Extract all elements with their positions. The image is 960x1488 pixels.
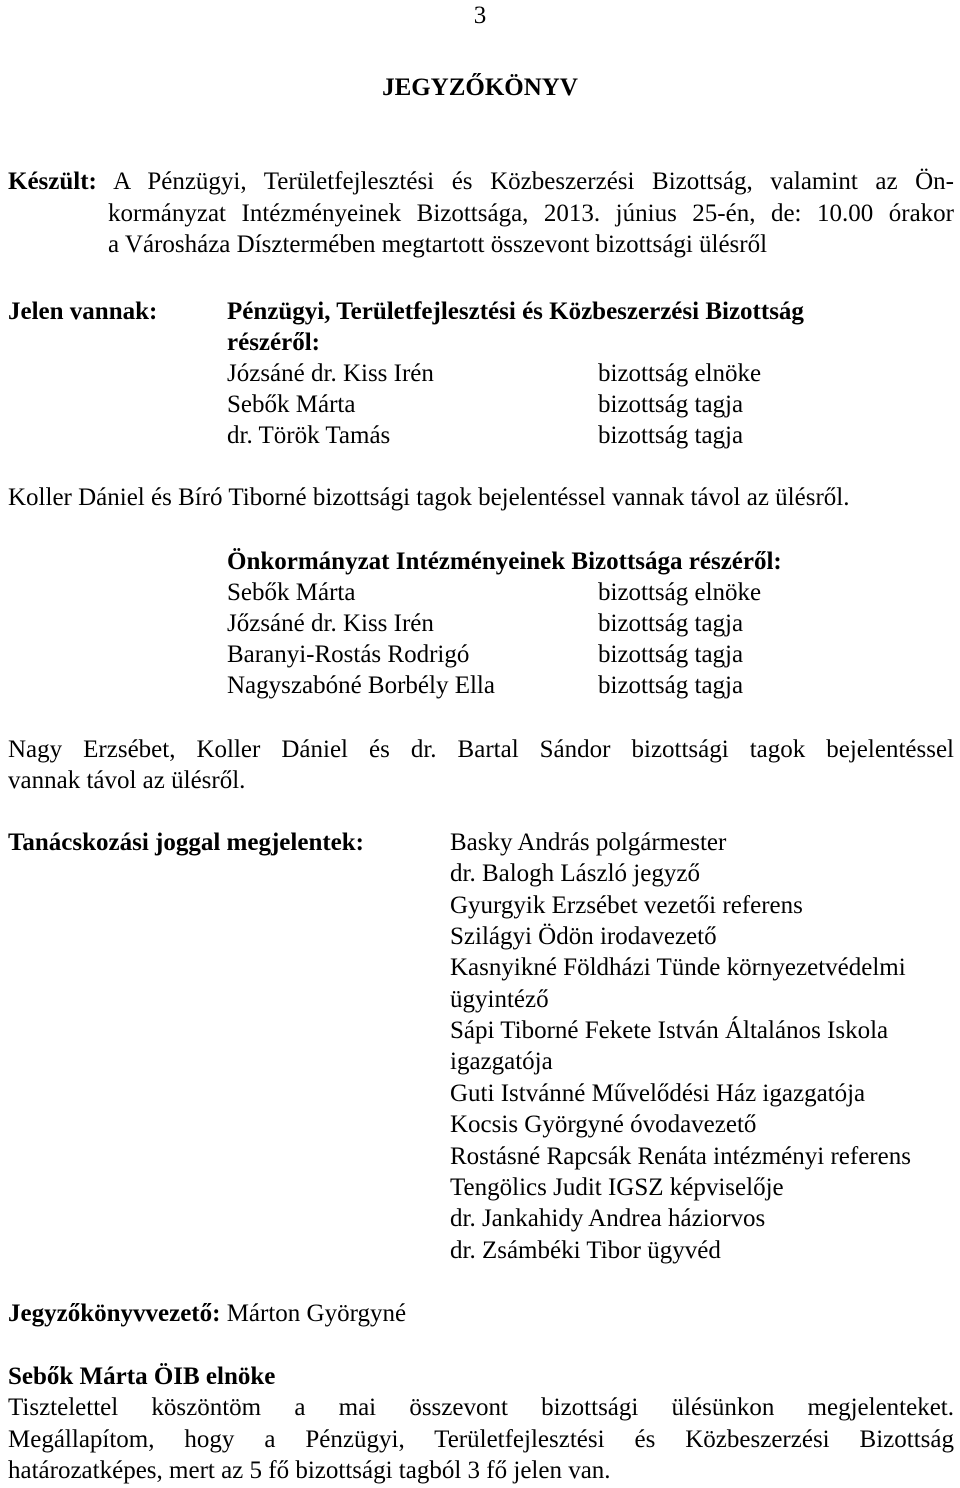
minutes-taker-label: Jegyzőkönyvvezető: <box>8 1300 221 1327</box>
attendee-line: Kasnyikné Földházi Tünde környezetvédelmi <box>450 954 906 981</box>
oib-absent-line-1: Nagy Erzsébet, Koller Dániel és dr. Bartal Sándor bizottsági tagok bejelentéssel <box>8 736 954 763</box>
keszult-label: Készült: <box>8 168 97 195</box>
keszult-text-1: A Pénzügyi, Területfejlesztési és Közbeszerzési Bizottság, valamint az Ön- <box>113 168 954 195</box>
speaker-name: Sebők Márta ÖIB elnöke <box>8 1363 276 1390</box>
oib-member-role: bizottság tagja <box>598 641 744 668</box>
oib-member-role: bizottság elnöke <box>598 579 762 606</box>
oib-absent-line-2: vannak távol az ülésről. <box>8 767 246 794</box>
tanacskozasi-label: Tanácskozási joggal megjelentek: <box>8 829 364 856</box>
oib-member-name: Sebők Márta <box>227 579 356 606</box>
minutes-taker-line <box>8 1298 406 1329</box>
keszult-line-2: kormányzat Intézményeinek Bizottsága, 2013. június 25-én, de: 10.00 órakor <box>108 200 954 227</box>
attendee-line: igazgatója <box>450 1048 553 1075</box>
attendee-line: dr. Jankahidy Andrea háziorvos <box>450 1205 766 1232</box>
pbk-member-name: Józsáné dr. Kiss Irén <box>227 360 434 387</box>
attendee-line: Kocsis Györgyné óvodavezető <box>450 1111 757 1138</box>
pbk-heading-1: Pénzügyi, Területfejlesztési és Közbeszerzési Bizottság <box>227 298 804 325</box>
pbk-heading-2: részéről: <box>227 329 320 356</box>
pbk-member-role: bizottság tagja <box>598 391 744 418</box>
speech-line-2: Megállapítom, hogy a Pénzügyi, Területfejlesztési és Közbeszerzési Bizottság <box>8 1426 954 1453</box>
oib-member-role: bizottság tagja <box>598 610 744 637</box>
attendee-line: Basky András polgármester <box>450 829 727 856</box>
oib-member-name: Jőzsáné dr. Kiss Irén <box>227 610 434 637</box>
attendee-line: Rostásné Rapcsák Renáta intézményi referens <box>450 1143 911 1170</box>
oib-member-name: Nagyszabóné Borbély Ella <box>227 672 495 699</box>
pbk-member-role: bizottság tagja <box>598 422 744 449</box>
attendee-line: dr. Balogh László jegyző <box>450 860 700 887</box>
speech-line-3: határozatképes, mert az 5 fő bizottsági tagból 3 fő jelen van. <box>8 1457 611 1484</box>
oib-member-role: bizottság tagja <box>598 672 744 699</box>
keszult-line-3: a Városháza Dísztermében megtartott összevont bizottsági ülésről <box>108 231 768 258</box>
document-title: JEGYZŐKÖNYV <box>382 74 578 101</box>
attendee-line: Szilágyi Ödön irodavezető <box>450 923 717 950</box>
pbk-member-role: bizottság elnöke <box>598 360 762 387</box>
speech-line-1: Tisztelettel köszöntöm a mai összevont bizottsági ülésünkon megjelenteket. <box>8 1394 954 1421</box>
attendee-line: Guti Istvánné Művelődési Ház igazgatója <box>450 1080 866 1107</box>
attendee-line: Tengölics Judit IGSZ képviselője <box>450 1174 784 1201</box>
keszult-line-1 <box>8 166 954 197</box>
attendee-line: dr. Zsámbéki Tibor ügyvéd <box>450 1237 721 1264</box>
pbk-absent-note: Koller Dániel és Bíró Tiborné bizottsági tagok bejelentéssel vannak távol az ülésről. <box>8 484 850 511</box>
jelen-label: Jelen vannak: <box>8 298 158 325</box>
attendee-line: Gyurgyik Erzsébet vezetői referens <box>450 892 803 919</box>
oib-member-name: Baranyi-Rostás Rodrigó <box>227 641 470 668</box>
oib-heading: Önkormányzat Intézményeinek Bizottsága részéről: <box>227 548 782 575</box>
minutes-taker-name: Márton Györgyné <box>220 1300 407 1327</box>
pbk-member-name: Sebők Márta <box>227 391 356 418</box>
attendee-line: Sápi Tiborné Fekete István Általános Iskola <box>450 1017 889 1044</box>
page-number: 3 <box>473 2 487 29</box>
attendee-line: ügyintéző <box>450 986 549 1013</box>
pbk-member-name: dr. Török Tamás <box>227 422 391 449</box>
